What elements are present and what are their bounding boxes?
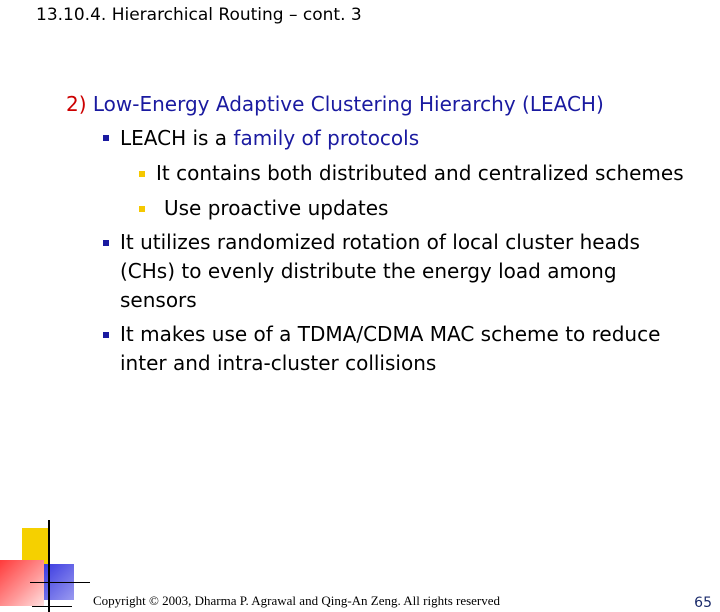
sub-bullet-marker <box>139 171 145 177</box>
bullet-2-line-2: (CHs) to evenly distribute the energy load among <box>120 259 617 283</box>
heading-text: Low-Energy Adaptive Clustering Hierarchy (LEACH) <box>92 92 604 116</box>
bullet-3-line-1: It makes use of a TDMA/CDMA MAC scheme to reduce <box>120 322 661 346</box>
sub-bullet-2: Use proactive updates <box>164 196 389 220</box>
heading-number: 2) <box>66 92 87 116</box>
bullet-1-prefix: LEACH is a <box>120 126 234 150</box>
bullet-2-line-1: It utilizes randomized rotation of local cluster heads <box>120 230 640 254</box>
sub-bullet-marker <box>139 206 145 212</box>
footer-copyright: Copyright © 2003, Dharma P. Agrawal and Qing-An Zeng. All rights reserved <box>93 593 501 608</box>
page-number: 65 <box>694 595 712 611</box>
bullet-1-highlight: family of protocols <box>233 126 420 150</box>
decorative-corner-graphic <box>0 520 90 612</box>
bullet-2-line-3: sensors <box>120 288 197 312</box>
bullet-marker <box>103 332 109 338</box>
section-heading <box>66 90 604 119</box>
bullet-1 <box>120 124 419 153</box>
bullet-marker <box>103 135 109 141</box>
bullet-marker <box>103 240 109 246</box>
sub-bullet-1: It contains both distributed and centralized schemes <box>156 161 684 185</box>
bullet-3-line-2: inter and intra-cluster collisions <box>120 351 437 375</box>
slide-title: 13.10.4. Hierarchical Routing – cont. 3 <box>36 5 362 25</box>
